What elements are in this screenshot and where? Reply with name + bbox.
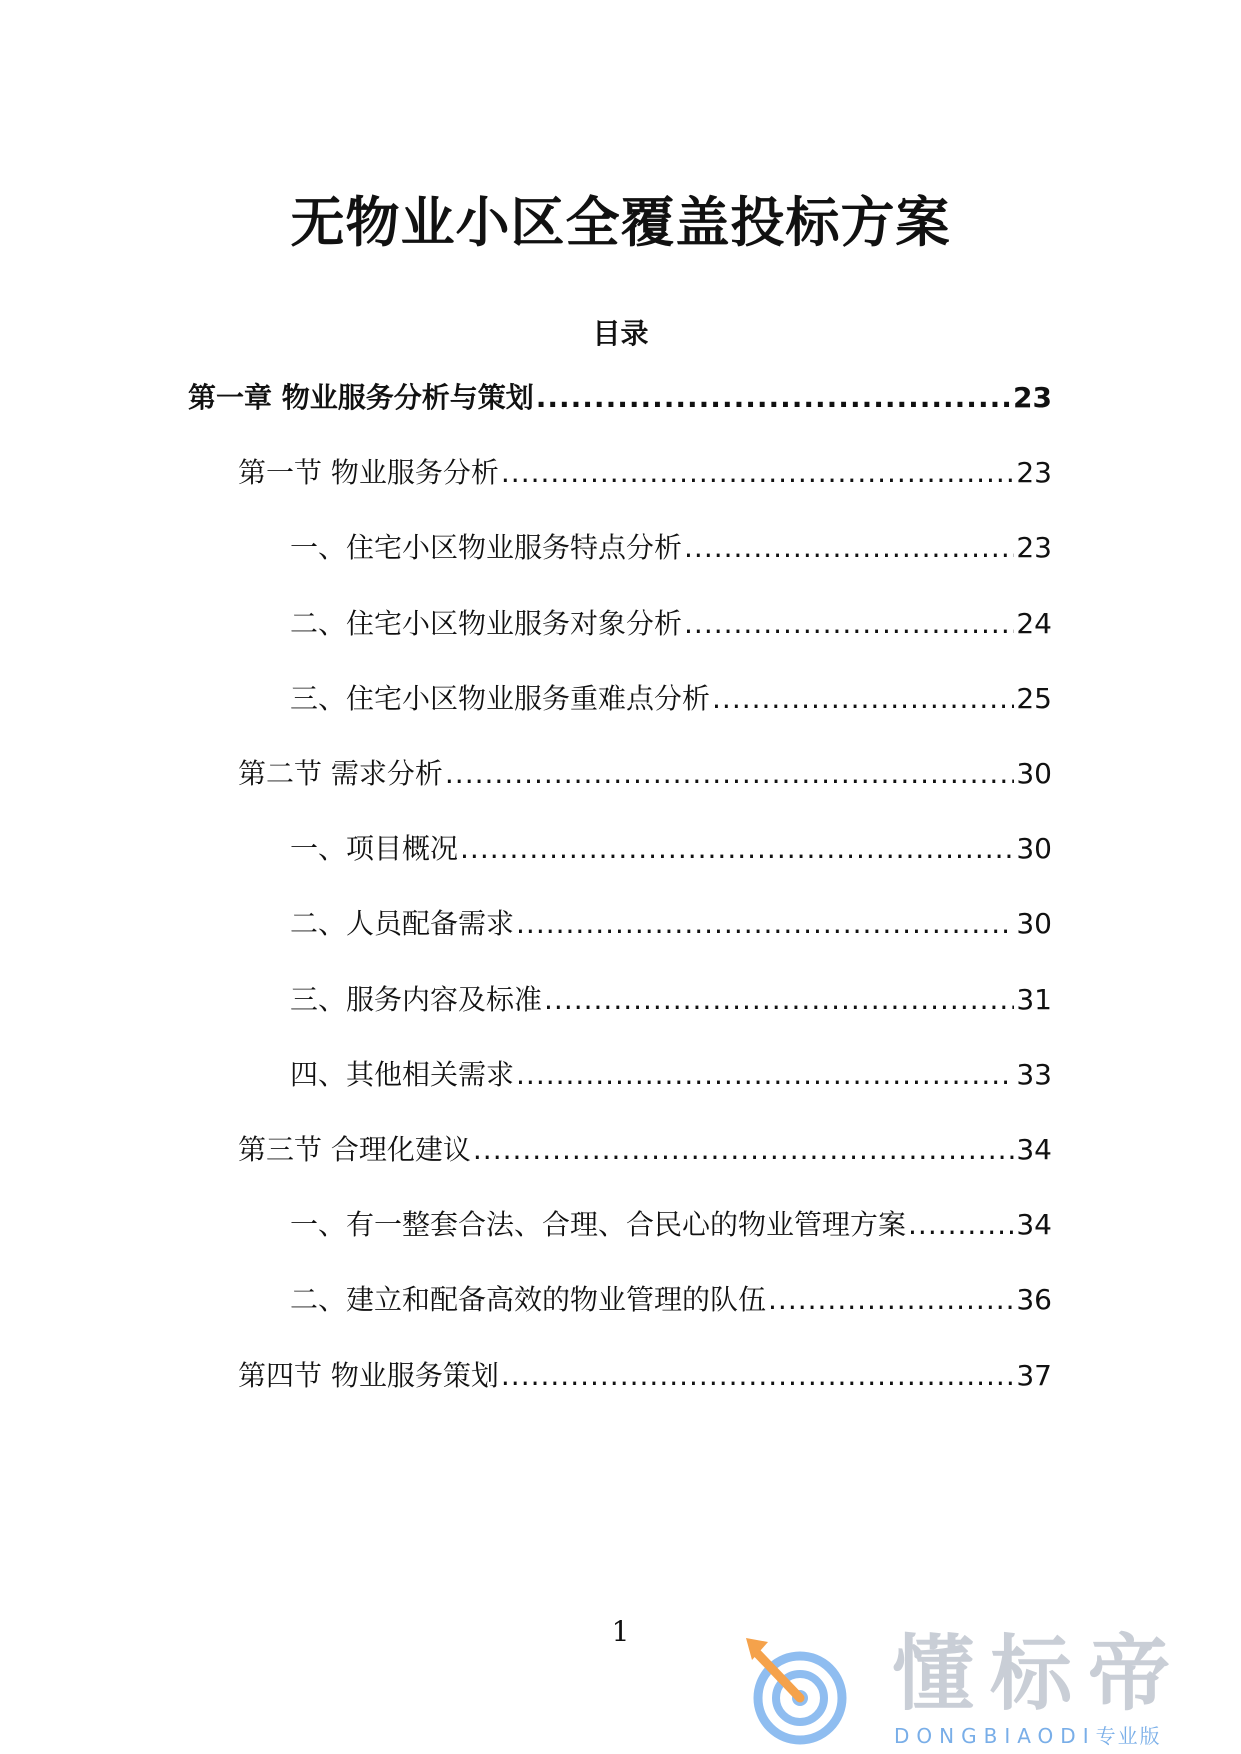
toc-entry-page: 24	[1016, 607, 1052, 640]
toc-entry[interactable]	[290, 679, 1052, 719]
toc-entry-text: 三、住宅小区物业服务重难点分析	[290, 682, 711, 715]
toc-entry-page: 25	[1016, 682, 1052, 715]
toc-dot-leader	[445, 754, 1014, 794]
toc-entry-page: 37	[1016, 1359, 1052, 1392]
toc-entry[interactable]	[290, 1280, 1052, 1320]
toc-entry[interactable]	[188, 378, 1052, 418]
toc-dot-leader	[501, 453, 1014, 493]
document-title: 无物业小区全覆盖投标方案	[290, 191, 951, 254]
toc-dot-leader	[908, 1205, 1014, 1245]
toc-entry-text: 第一节 物业服务分析	[238, 456, 499, 489]
toc-entry[interactable]	[238, 453, 1052, 493]
toc-entry-text: 三、服务内容及标准	[290, 983, 543, 1016]
toc-entry-text: 一、项目概况	[290, 832, 459, 865]
page-number: 1	[611, 1615, 630, 1648]
toc-heading: 目录	[592, 317, 649, 350]
target-arrow-logo-icon	[742, 1628, 872, 1748]
toc-entry[interactable]	[290, 1055, 1052, 1095]
toc-entry-text: 一、住宅小区物业服务特点分析	[290, 531, 683, 564]
toc-entry[interactable]	[290, 980, 1052, 1020]
toc-entry[interactable]	[238, 754, 1052, 794]
toc-entry[interactable]	[290, 604, 1052, 644]
toc-entry-page: 31	[1016, 983, 1052, 1016]
watermark-latin: DONGBIAODI	[894, 1724, 1096, 1748]
toc-entry-text: 四、其他相关需求	[290, 1058, 515, 1091]
toc-dot-leader	[712, 679, 1014, 719]
toc-dot-leader	[684, 604, 1014, 644]
toc-dot-leader	[544, 980, 1014, 1020]
toc-entry-page: 30	[1016, 832, 1052, 865]
toc-dot-leader	[684, 528, 1014, 568]
toc-entry-page: 23	[1016, 531, 1052, 564]
toc-dot-leader	[536, 378, 1011, 418]
toc-entry[interactable]	[290, 904, 1052, 944]
toc-entry-text: 第四节 物业服务策划	[238, 1359, 499, 1392]
toc-entry-text: 二、建立和配备高效的物业管理的队伍	[290, 1283, 767, 1316]
toc-entry-page: 34	[1016, 1208, 1052, 1241]
toc-entry[interactable]	[290, 1205, 1052, 1245]
toc-entry-text: 二、住宅小区物业服务对象分析	[290, 607, 683, 640]
toc-entry-text: 第三节 合理化建议	[238, 1133, 471, 1166]
toc-dot-leader	[473, 1130, 1014, 1170]
toc-entry-text: 第一章 物业服务分析与策划	[188, 381, 534, 414]
toc-dot-leader	[768, 1280, 1014, 1320]
toc-entry-text: 第二节 需求分析	[238, 757, 443, 790]
toc-entry[interactable]	[238, 1356, 1052, 1396]
toc-entry[interactable]	[290, 528, 1052, 568]
toc-entry-page: 36	[1016, 1283, 1052, 1316]
toc-entry-page: 30	[1016, 907, 1052, 940]
toc-entry-page: 23	[1016, 456, 1052, 489]
toc-entry-page: 30	[1016, 757, 1052, 790]
toc-dot-leader	[516, 1055, 1014, 1095]
toc-dot-leader	[501, 1356, 1014, 1396]
watermark	[742, 1628, 1222, 1748]
toc-dot-leader	[516, 904, 1014, 944]
toc-entry-page: 34	[1016, 1133, 1052, 1166]
toc-entry[interactable]	[290, 829, 1052, 869]
toc-entry-page: 23	[1013, 381, 1052, 414]
toc-dot-leader	[460, 829, 1014, 869]
toc-entry[interactable]	[238, 1130, 1052, 1170]
watermark-name: 懂标帝	[892, 1627, 1187, 1722]
watermark-edition: 专业版	[1095, 1724, 1162, 1748]
toc-entry-text: 二、人员配备需求	[290, 907, 515, 940]
toc-entry-text: 一、有一整套合法、合理、合民心的物业管理方案	[290, 1208, 907, 1241]
watermark-subtitle	[894, 1724, 1162, 1748]
toc-entry-page: 33	[1016, 1058, 1052, 1091]
